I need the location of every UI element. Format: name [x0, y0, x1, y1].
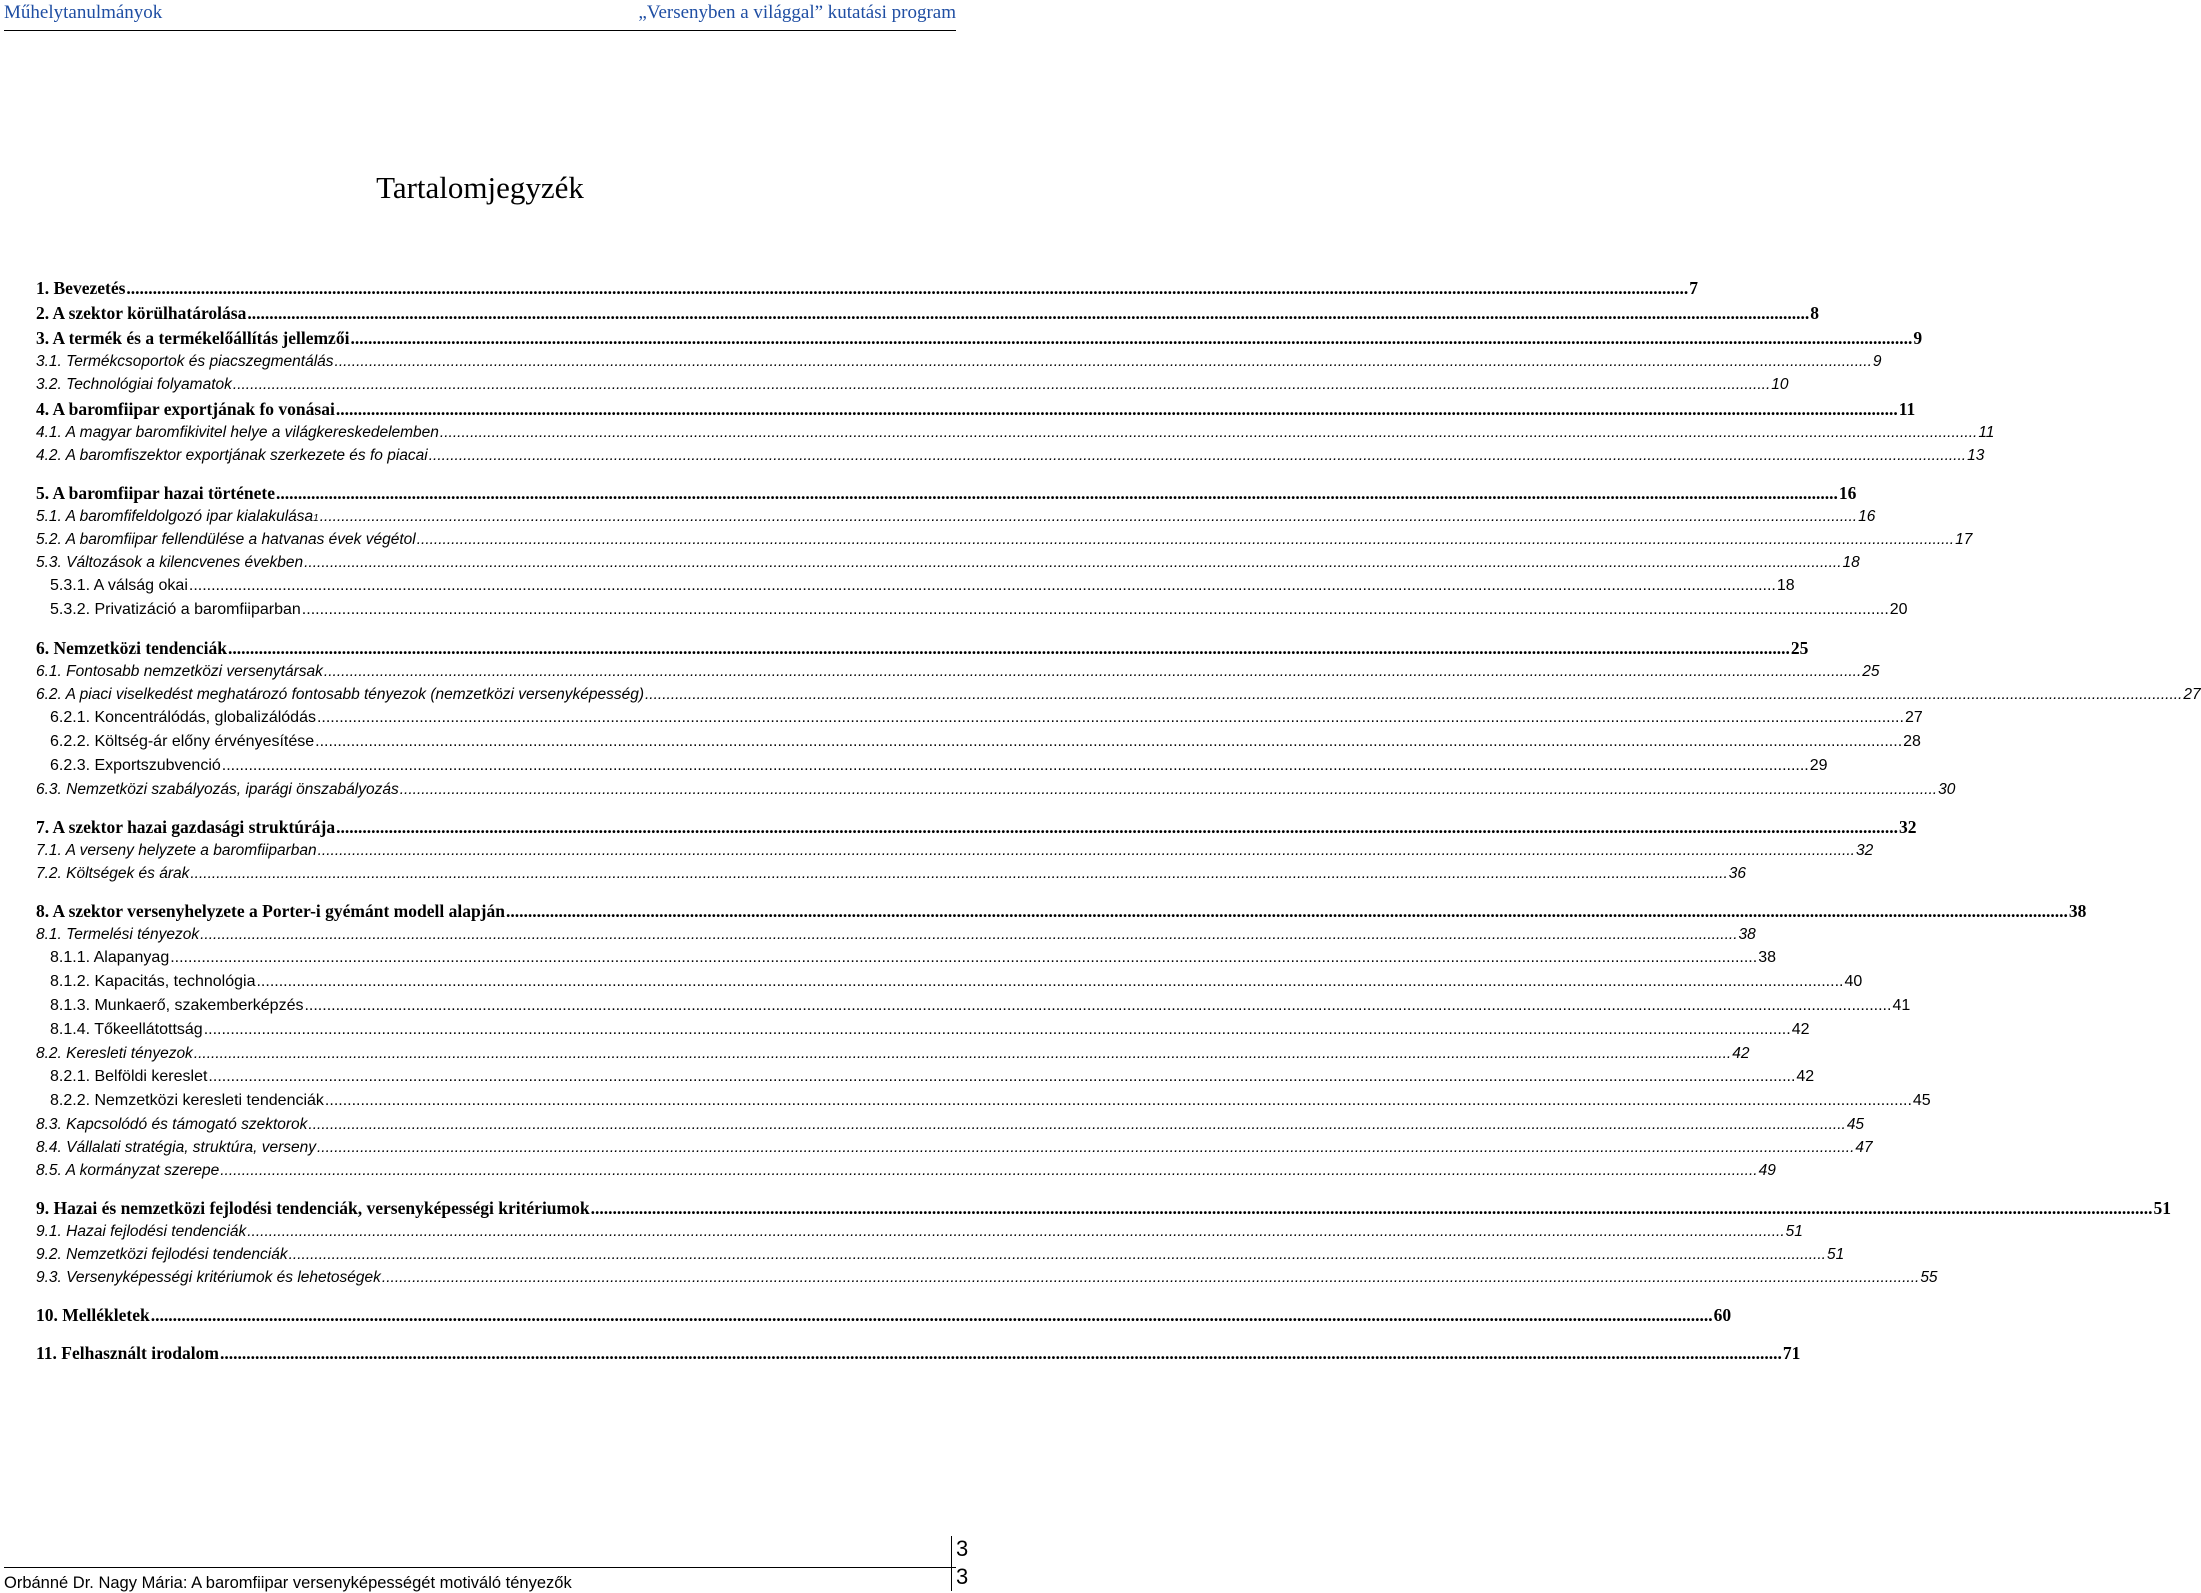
page-footer: [4, 1567, 956, 1592]
toc-entry[interactable]: [36, 1198, 2171, 1223]
toc-entry-page: 27: [1904, 709, 1923, 726]
toc-dot-leader: [200, 926, 1737, 944]
toc-entry-page: 60: [1713, 1305, 1732, 1325]
toc-entry[interactable]: [36, 278, 1699, 303]
toc-section-gap: [36, 804, 880, 817]
toc-dot-leader: [318, 842, 1855, 860]
toc-dot-leader: [189, 577, 1776, 595]
toc-dot-leader: [151, 1305, 1713, 1326]
toc-entry[interactable]: [36, 817, 1917, 842]
toc-entry-title: 4. A baromfiipar exportjának fo vonásai: [36, 399, 335, 419]
toc-entry[interactable]: [36, 508, 1876, 531]
toc-dot-leader: [302, 601, 1889, 619]
toc-entry[interactable]: [36, 328, 1923, 353]
toc-entry[interactable]: [36, 601, 1908, 625]
header-program-title: „Versenyben a világgal” kutatási program: [638, 2, 956, 23]
toc-entry-title: 9.3. Versenyképességi kritériumok és lehetoségek: [36, 1269, 381, 1286]
toc-section-gap: [36, 625, 880, 638]
toc-entry-title: 8.1.1. Alapanyag: [50, 949, 170, 966]
toc-entry[interactable]: [36, 483, 1857, 508]
toc-entry-title: 8.4. Vállalati stratégia, struktúra, verseny: [36, 1139, 316, 1156]
toc-entry-title: 5. A baromfiipar hazai története: [36, 483, 275, 503]
toc-dot-leader: [645, 686, 2182, 704]
toc-dot-leader: [591, 1198, 2153, 1219]
toc-entry-page: 8: [1810, 303, 1819, 323]
toc-entry-title: 3. A termék és a termékelőállítás jellemzői: [36, 328, 350, 348]
toc-entry-title: 6.2.1. Koncentrálódás, globalizálódás: [50, 709, 316, 726]
toc-entry[interactable]: [36, 926, 1756, 949]
toc-entry[interactable]: [36, 376, 1789, 399]
toc-dot-leader: [204, 1021, 1791, 1039]
toc-entry-page: 13: [1967, 447, 1985, 464]
toc-dot-leader: [308, 1116, 1845, 1134]
toc-entry-title: 5.3. Változások a kilencvenes években: [36, 554, 304, 571]
toc-entry[interactable]: [36, 901, 2087, 926]
toc-entry-page: 45: [1846, 1116, 1865, 1133]
toc-entry[interactable]: [36, 757, 1828, 781]
toc-dot-leader: [208, 1068, 1795, 1086]
toc-entry-page: 38: [2068, 901, 2087, 921]
toc-entry-page: 36: [1728, 865, 1747, 882]
toc-dot-leader: [400, 781, 1937, 799]
toc-entry-page: 28: [1903, 733, 1921, 750]
toc-dot-leader: [382, 1269, 1919, 1287]
toc-entry-page: 51: [1785, 1223, 1803, 1240]
toc-dot-leader: [256, 973, 1843, 991]
toc-entry[interactable]: [36, 1343, 1801, 1368]
toc-entry[interactable]: [36, 303, 1819, 328]
toc-entry-page: 18: [1776, 577, 1795, 594]
toc-section-gap: [36, 1185, 880, 1198]
toc-entry-page: 42: [1796, 1068, 1815, 1085]
toc-entry-title: 8.2. Keresleti tényezok: [36, 1045, 193, 1062]
page-number: [951, 1536, 969, 1591]
toc-entry-page: 16: [1838, 483, 1857, 503]
toc-entry-page: 41: [1892, 997, 1911, 1014]
toc-entry-page: 49: [1758, 1162, 1776, 1179]
toc-entry-title: 6.2.3. Exportszubvenció: [50, 757, 221, 774]
toc-entry[interactable]: [36, 663, 1880, 686]
toc-dot-leader: [315, 733, 1902, 751]
toc-entry[interactable]: [36, 638, 1809, 663]
toc-entry[interactable]: [36, 1139, 1873, 1162]
page-header: [4, 0, 956, 31]
toc-dot-leader: [247, 1223, 1784, 1241]
toc-entry-title: 8.5. A kormányzat szerepe: [36, 1162, 220, 1179]
toc-entry[interactable]: [36, 531, 1973, 554]
toc-entry-title: 1. Bevezetés: [36, 278, 126, 298]
toc-entry[interactable]: [36, 1116, 1865, 1139]
toc-section-gap: [36, 1292, 880, 1305]
toc-dot-leader: [247, 303, 1809, 324]
toc-entry-page: 27: [2183, 686, 2201, 703]
toc-entry-title: 7.2. Költségek és árak: [36, 865, 190, 882]
toc-entry-title: 10. Mellékletek: [36, 1305, 150, 1325]
toc-entry-page: 55: [1920, 1269, 1938, 1286]
toc-section-gap: [36, 1330, 880, 1343]
toc-entry-title: 5.3.2. Privatizáció a baromfiiparban: [50, 601, 301, 618]
toc-entry-page: 9: [1872, 353, 1882, 370]
toc-entry-title: 9. Hazai és nemzetközi fejlodési tendenciák, versenyképességi kritériumok: [36, 1198, 590, 1218]
toc-entry-page: 47: [1855, 1139, 1873, 1156]
toc-entry[interactable]: [36, 781, 1956, 804]
toc-entry[interactable]: [36, 1269, 1938, 1292]
toc-entry-title: 8.1.3. Munkaerő, szakemberképzés: [50, 997, 304, 1014]
toc-dot-leader: [233, 376, 1770, 394]
toc-entry[interactable]: [36, 709, 1923, 733]
toc-dot-leader: [336, 817, 1898, 838]
toc-entry-title: 11. Felhasznált irodalom: [36, 1343, 219, 1363]
toc-entry-title: 8.2.1. Belföldi kereslet: [50, 1068, 208, 1085]
toc-entry[interactable]: [36, 1092, 1931, 1116]
toc-dot-leader: [276, 483, 1838, 504]
page-number-bottom: 3: [956, 1564, 969, 1589]
toc-entry-page: 42: [1791, 1021, 1810, 1038]
toc-dot-leader: [440, 424, 1977, 442]
toc-entry-page: 16: [1858, 508, 1876, 525]
toc-entry[interactable]: [36, 554, 1860, 577]
toc-entry[interactable]: [36, 353, 1882, 376]
toc-entry-page: 71: [1782, 1343, 1801, 1363]
toc-dot-leader: [228, 638, 1790, 659]
toc-entry-page: 42: [1732, 1045, 1750, 1062]
toc-entry[interactable]: [36, 949, 1776, 973]
footer-author-title: Orbánné Dr. Nagy Mária: A baromfiipar versenyképességét motiváló tényezők: [4, 1574, 572, 1592]
toc-entry-title: 5.2. A baromfiipar fellendülése a hatvanas évek végétol: [36, 531, 416, 548]
toc-dot-leader: [194, 1045, 1731, 1063]
toc-entry[interactable]: [36, 865, 1747, 888]
toc-dot-leader: [220, 1343, 1782, 1364]
toc-dot-leader: [222, 757, 1809, 775]
toc-entry-page: 38: [1738, 926, 1756, 943]
toc-dot-leader: [317, 709, 1904, 727]
toc-entry[interactable]: [36, 1021, 1810, 1045]
toc-entry-page: 18: [1842, 554, 1860, 571]
toc-entry-title: 3.2. Technológiai folyamatok: [36, 376, 232, 393]
toc-dot-leader: [317, 1139, 1854, 1157]
toc-dot-leader: [304, 554, 1841, 572]
toc-entry-page: 25: [1862, 663, 1880, 680]
toc-entry-title: 6.2. A piaci viselkedést meghatározó fontosabb tényezok (nemzetközi versenyképesség): [36, 686, 644, 703]
toc-entry-page: 32: [1899, 817, 1917, 837]
toc-entry[interactable]: [36, 1045, 1750, 1068]
toc-entry-page: 45: [1912, 1092, 1931, 1109]
page-title: Tartalomjegyzék: [376, 170, 584, 205]
toc-entry-title: 6. Nemzetközi tendenciák: [36, 638, 228, 658]
toc-entry-page: 20: [1889, 601, 1908, 618]
toc-entry-title: 4.2. A baromfiszektor exportjának szerkezete és fo piacai: [36, 447, 428, 464]
toc-entry[interactable]: [36, 1162, 1776, 1185]
toc-dot-leader: [320, 508, 1857, 526]
toc-entry-page: 17: [1955, 531, 1973, 548]
toc-dot-leader: [190, 865, 1727, 883]
toc-entry[interactable]: [36, 997, 1911, 1021]
toc-dot-leader: [126, 278, 1688, 299]
toc-entry-title: 6.3. Nemzetközi szabályozás, iparági önszabályozás: [36, 781, 399, 798]
toc-dot-leader: [417, 531, 1954, 549]
toc-entry[interactable]: [36, 1305, 1732, 1330]
toc-entry[interactable]: [36, 1246, 1845, 1269]
toc-entry[interactable]: [36, 1223, 1803, 1246]
toc-dot-leader: [350, 328, 1912, 349]
toc-entry-title: 7.1. A verseny helyzete a baromfiiparban: [36, 842, 317, 859]
toc-entry-title: 9.1. Hazai fejlodési tendenciák: [36, 1223, 247, 1240]
toc-entry[interactable]: [36, 399, 1916, 424]
toc-dot-leader: [324, 663, 1861, 681]
table-of-contents: [36, 278, 2201, 1368]
toc-entry-page: 25: [1790, 638, 1809, 658]
toc-entry-title: 8.1.4. Tőkeellátottság: [50, 1021, 203, 1038]
toc-entry-page: 51: [1826, 1246, 1845, 1263]
toc-entry[interactable]: [36, 447, 1985, 470]
toc-dot-leader: [336, 399, 1898, 420]
toc-entry-title: 8.2.2. Nemzetközi keresleti tendenciák: [50, 1092, 324, 1109]
toc-entry-page: 11: [1898, 399, 1916, 419]
toc-entry-page: 11: [1978, 424, 1995, 441]
toc-entry-title: 3.1. Termékcsoportok és piacszegmentálás: [36, 353, 334, 370]
toc-entry-page: 38: [1758, 949, 1776, 966]
toc-entry-title: 4.1. A magyar baromfikivitel helye a világkereskedelemben: [36, 424, 439, 441]
footnote-marker: 1: [313, 513, 319, 524]
toc-entry-page: 30: [1938, 781, 1956, 798]
toc-dot-leader: [506, 901, 2068, 922]
toc-dot-leader: [220, 1162, 1757, 1180]
toc-dot-leader: [335, 353, 1872, 371]
toc-dot-leader: [325, 1092, 1912, 1110]
toc-dot-leader: [289, 1246, 1826, 1264]
toc-entry[interactable]: [36, 842, 1874, 865]
toc-entry-page: 40: [1844, 973, 1863, 990]
toc-entry[interactable]: [36, 973, 1863, 997]
toc-entry-title: 5.3.1. A válság okai: [50, 577, 188, 594]
toc-entry-title: 5.1. A baromfifeldolgozó ipar kialakulása: [36, 508, 314, 525]
toc-dot-leader: [304, 997, 1891, 1015]
toc-entry-title: 6.2.2. Költség-ár előny érvényesítése: [50, 733, 315, 750]
toc-entry-title: 7. A szektor hazai gazdasági struktúrája: [36, 817, 336, 837]
toc-entry-page: 7: [1689, 278, 1699, 298]
toc-entry-page: 51: [2153, 1198, 2171, 1218]
toc-entry-page: 29: [1809, 757, 1828, 774]
toc-entry-page: 10: [1771, 376, 1789, 393]
toc-entry-title: 8. A szektor versenyhelyzete a Porter-i gyémánt modell alapján: [36, 901, 505, 921]
toc-dot-leader: [170, 949, 1757, 967]
header-series-title: Műhelytanulmányok: [4, 2, 163, 23]
toc-entry-title: 8.3. Kapcsolódó és támogató szektorok: [36, 1116, 308, 1133]
toc-section-gap: [36, 888, 880, 901]
toc-entry[interactable]: [36, 1068, 1815, 1092]
toc-entry-title: 9.2. Nemzetközi fejlodési tendenciák: [36, 1246, 288, 1263]
toc-entry[interactable]: [36, 424, 1995, 447]
toc-entry[interactable]: [36, 686, 2201, 709]
toc-entry-title: 6.1. Fontosabb nemzetközi versenytársak: [36, 663, 323, 680]
toc-entry[interactable]: [36, 733, 1921, 757]
toc-entry-page: 9: [1913, 328, 1923, 348]
toc-entry[interactable]: [36, 577, 1795, 601]
toc-section-gap: [36, 470, 880, 483]
toc-entry-title: 8.1.2. Kapacitás, technológia: [50, 973, 256, 990]
page-number-top: 3: [956, 1536, 969, 1561]
toc-entry-title: 8.1. Termelési tényezok: [36, 926, 200, 943]
toc-entry-title: 2. A szektor körülhatárolása: [36, 303, 247, 323]
toc-entry-page: 32: [1855, 842, 1874, 859]
toc-dot-leader: [429, 447, 1966, 465]
